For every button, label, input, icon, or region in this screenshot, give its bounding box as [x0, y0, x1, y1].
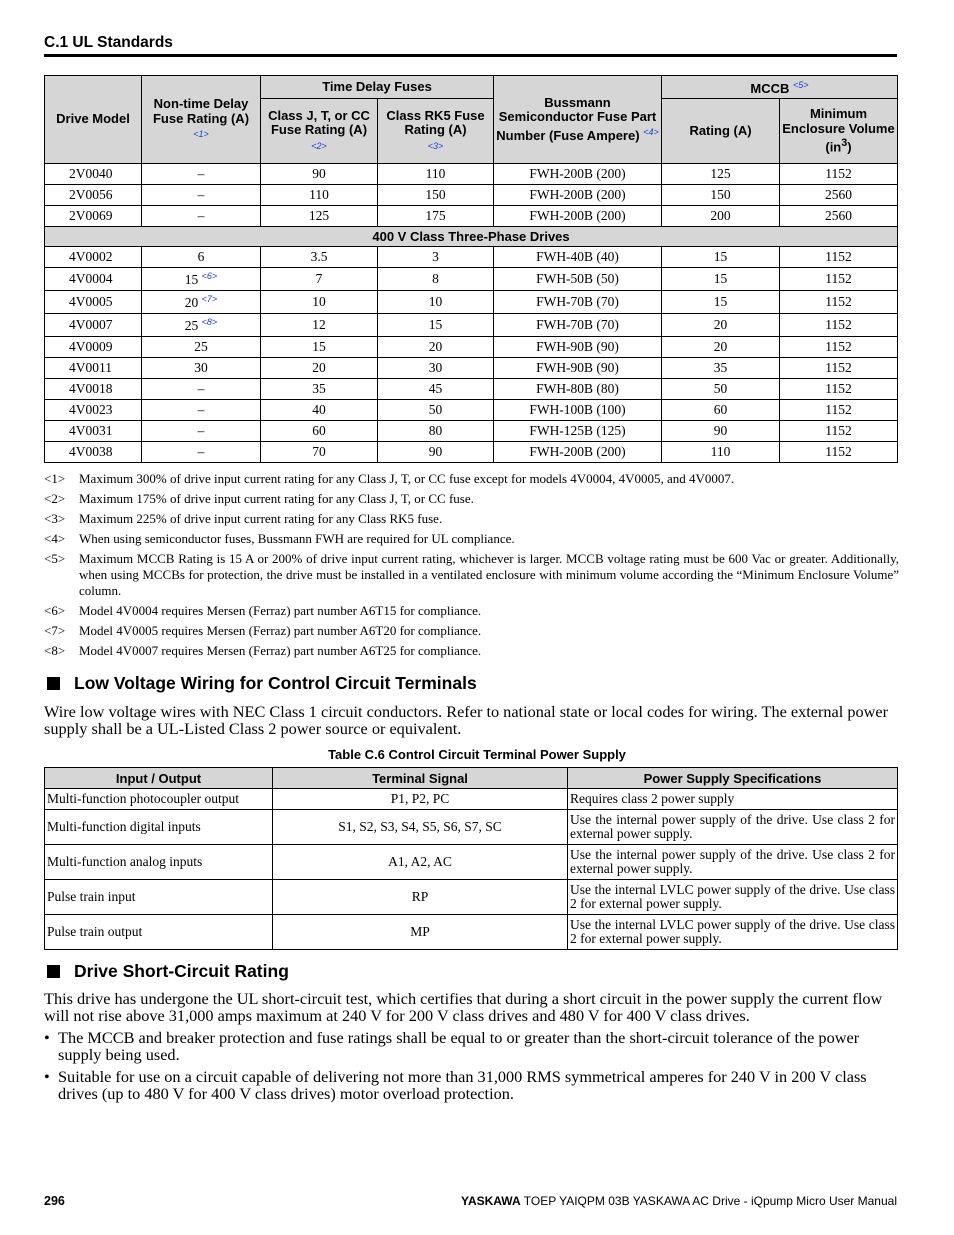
cell-non-time-delay: –: [142, 400, 261, 421]
cell-bussmann: FWH-125B (125): [494, 421, 662, 442]
cell-class-rk5: 20: [378, 337, 494, 358]
square-bullet-icon: [47, 677, 60, 690]
footnote-text: When using semiconductor fuses, Bussmann FWH are required for UL compliance.: [79, 531, 515, 546]
cell-mccb-rating: 50: [662, 379, 780, 400]
low-voltage-heading: Low Voltage Wiring for Control Circuit Terminals: [44, 673, 477, 694]
footnote-key: <1>: [44, 471, 66, 486]
cell-drive-model: 2V0069: [45, 206, 142, 227]
footnote-key: <4>: [44, 531, 66, 546]
cell-mccb-rating: 200: [662, 206, 780, 227]
footnote-key: <2>: [44, 491, 66, 506]
table-caption: Table C.6 Control Circuit Terminal Power Supply: [328, 747, 626, 762]
header-class-j: Class J, T, or CC Fuse Rating (A) <2>: [261, 99, 378, 164]
header-mccb-rating: Rating (A): [662, 99, 780, 164]
footnote-key: <5>: [44, 551, 66, 566]
cell-enclosure-volume: 2560: [780, 206, 898, 227]
page-number: 296: [44, 1194, 65, 1208]
cell-class-rk5: 90: [378, 442, 494, 463]
cell-power-supply-spec: Use the internal power supply of the drive. Use class 2 for external power supply.: [568, 845, 898, 880]
cell-mccb-rating: 60: [662, 400, 780, 421]
cell-bussmann: FWH-90B (90): [494, 358, 662, 379]
cell-class-rk5: 3: [378, 247, 494, 268]
footnote-item: [44, 623, 899, 639]
footnote-link[interactable]: <7>: [201, 293, 218, 304]
short-circuit-paragraph: This drive has undergone the UL short-circuit test, which certifies that during a short circuit in the power supply the current flow will not rise above 31,000 amps maximum at 240 V for 200 V class drives and 480 V for 400 V class drives.: [44, 989, 883, 1025]
cell-class-j: 70: [261, 442, 378, 463]
cell-class-rk5: 8: [378, 268, 494, 291]
cell-bussmann: FWH-200B (200): [494, 206, 662, 227]
cell-bussmann: FWH-40B (40): [494, 247, 662, 268]
cell-terminal-signal: S1, S2, S3, S4, S5, S6, S7, SC: [273, 810, 568, 845]
table-row: [45, 337, 898, 358]
cell-class-rk5: 50: [378, 400, 494, 421]
cell-non-time-delay: 25 $^{<8>}$: [142, 314, 261, 337]
table-row: [45, 206, 898, 227]
cell-input-output: Pulse train output: [45, 915, 273, 950]
cell-bussmann: FWH-50B (50): [494, 268, 662, 291]
cell-enclosure-volume: 1152: [780, 164, 898, 185]
table-row: [45, 358, 898, 379]
cell-non-time-delay: –: [142, 442, 261, 463]
header-terminal-signal: Terminal Signal: [273, 768, 568, 789]
cell-enclosure-volume: 1152: [780, 337, 898, 358]
header-drive-model: Drive Model: [45, 76, 142, 164]
cell-enclosure-volume: 1152: [780, 268, 898, 291]
footnote-text: Maximum 300% of drive input current rating for any Class J, T, or CC fuse except for models 4V0004, 4V0005, and 4V0007.: [79, 471, 735, 486]
footnote-key: <3>: [44, 511, 66, 526]
table-row: [45, 185, 898, 206]
cell-power-supply-spec: Requires class 2 power supply: [568, 789, 898, 810]
cell-class-rk5: 10: [378, 291, 494, 314]
footnote-item: [44, 603, 899, 619]
footnote-item: [44, 511, 899, 527]
cell-class-j: 40: [261, 400, 378, 421]
table-row: [45, 880, 898, 915]
footnote-link-4[interactable]: <4>: [643, 126, 659, 137]
footnote-item: [44, 491, 899, 507]
cell-mccb-rating: 15: [662, 247, 780, 268]
cell-drive-model: 4V0005: [45, 291, 142, 314]
cell-class-j: 3.5: [261, 247, 378, 268]
cell-class-rk5: 80: [378, 421, 494, 442]
cell-class-rk5: 150: [378, 185, 494, 206]
cell-bussmann: FWH-200B (200): [494, 164, 662, 185]
cell-class-j: 12: [261, 314, 378, 337]
table-row: [45, 442, 898, 463]
section-rule: [44, 54, 897, 57]
cell-class-j: 20: [261, 358, 378, 379]
bullet-item: • The MCCB and breaker protection and fuse ratings shall be equal to or greater than the short-circuit tolerance of the power supply being used.: [44, 1028, 860, 1064]
rows-400v: [45, 247, 898, 463]
rows-200v: [45, 164, 898, 227]
cell-enclosure-volume: 1152: [780, 379, 898, 400]
cell-class-rk5: 175: [378, 206, 494, 227]
bullet-item: • Suitable for use on a circuit capable of delivering not more than 31,000 RMS symmetrical amperes for 240 V in 200 V class drives (up to 480 V for 400 V class drives) motor overload protection.: [44, 1067, 867, 1103]
footer-doc-title: YASKAWA TOEP YAIQPM 03B YASKAWA AC Drive - iQpump Micro User Manual: [461, 1194, 897, 1208]
table-row: [45, 164, 898, 185]
footnote-item: [44, 471, 899, 487]
cell-drive-model: 4V0004: [45, 268, 142, 291]
header-mccb: MCCB $^{<5>}$: [662, 76, 898, 99]
footnotes: [44, 471, 899, 663]
footnote-link-1[interactable]: <1>: [193, 129, 209, 140]
cell-class-j: 110: [261, 185, 378, 206]
footnote-text: Maximum 175% of drive input current rating for any Class J, T, or CC fuse.: [79, 491, 474, 506]
header-power-supply-spec: Power Supply Specifications: [568, 768, 898, 789]
cell-enclosure-volume: 1152: [780, 442, 898, 463]
cell-enclosure-volume: 1152: [780, 247, 898, 268]
footnote-link-2[interactable]: <2>: [311, 140, 327, 151]
cell-class-j: 15: [261, 337, 378, 358]
cell-drive-model: 4V0011: [45, 358, 142, 379]
cell-drive-model: 4V0002: [45, 247, 142, 268]
cell-bussmann: FWH-200B (200): [494, 185, 662, 206]
cell-terminal-signal: A1, A2, AC: [273, 845, 568, 880]
footnote-key: <8>: [44, 643, 66, 658]
cell-class-j: 90: [261, 164, 378, 185]
cell-bussmann: FWH-90B (90): [494, 337, 662, 358]
cell-drive-model: 4V0018: [45, 379, 142, 400]
header-non-time-delay: Non-time Delay Fuse Rating (A) <1>: [142, 76, 261, 164]
cell-terminal-signal: MP: [273, 915, 568, 950]
cell-power-supply-spec: Use the internal LVLC power supply of the drive. Use class 2 for external power supply.: [568, 915, 898, 950]
cell-enclosure-volume: 1152: [780, 314, 898, 337]
cell-bussmann: FWH-80B (80): [494, 379, 662, 400]
footnote-key: <6>: [44, 603, 66, 618]
cell-class-rk5: 110: [378, 164, 494, 185]
table-row: [45, 268, 898, 291]
square-bullet-icon: [47, 965, 60, 978]
cell-bussmann: FWH-70B (70): [494, 314, 662, 337]
cell-class-j: 125: [261, 206, 378, 227]
footnote-link[interactable]: <8>: [201, 316, 218, 327]
cell-class-j: 10: [261, 291, 378, 314]
table-row: [45, 421, 898, 442]
cell-mccb-rating: 35: [662, 358, 780, 379]
cell-bussmann: FWH-200B (200): [494, 442, 662, 463]
cell-non-time-delay: –: [142, 185, 261, 206]
footnote-item: [44, 551, 899, 599]
cell-mccb-rating: 20: [662, 314, 780, 337]
cell-non-time-delay: 20 $^{<7>}$: [142, 291, 261, 314]
cell-drive-model: 4V0007: [45, 314, 142, 337]
table-row: [45, 247, 898, 268]
cell-drive-model: 4V0009: [45, 337, 142, 358]
cell-mccb-rating: 110: [662, 442, 780, 463]
cell-non-time-delay: 15 $^{<6>}$: [142, 268, 261, 291]
footnote-link-5[interactable]: <5>: [793, 79, 809, 90]
cell-input-output: Pulse train input: [45, 880, 273, 915]
footnote-link[interactable]: <6>: [201, 270, 218, 281]
cell-non-time-delay: 30: [142, 358, 261, 379]
table-row: [45, 915, 898, 950]
cell-mccb-rating: 15: [662, 291, 780, 314]
table-row: [45, 845, 898, 880]
subheader-400v-group: [45, 227, 898, 247]
table-row: [45, 810, 898, 845]
footnote-text: Maximum 225% of drive input current rating for any Class RK5 fuse.: [79, 511, 443, 526]
table-row: [45, 291, 898, 314]
header-input-output: Input / Output: [45, 768, 273, 789]
subheader-400v: 400 V Class Three-Phase Drives: [45, 227, 898, 247]
cell-terminal-signal: P1, P2, PC: [273, 789, 568, 810]
cell-drive-model: 2V0056: [45, 185, 142, 206]
cell-bussmann: FWH-70B (70): [494, 291, 662, 314]
cell-enclosure-volume: 1152: [780, 358, 898, 379]
cell-enclosure-volume: 2560: [780, 185, 898, 206]
cell-drive-model: 4V0038: [45, 442, 142, 463]
footnote-text: Model 4V0005 requires Mersen (Ferraz) part number A6T20 for compliance.: [79, 623, 482, 638]
table-row: [45, 789, 898, 810]
cell-non-time-delay: –: [142, 206, 261, 227]
cell-non-time-delay: 25: [142, 337, 261, 358]
cell-non-time-delay: –: [142, 164, 261, 185]
table-row: [45, 314, 898, 337]
cell-enclosure-volume: 1152: [780, 400, 898, 421]
cell-power-supply-spec: Use the internal power supply of the drive. Use class 2 for external power supply.: [568, 810, 898, 845]
cell-mccb-rating: 15: [662, 268, 780, 291]
cell-drive-model: 4V0023: [45, 400, 142, 421]
header-min-enclosure: Minimum Enclosure Volume $(in^3)$: [780, 99, 898, 164]
cell-input-output: Multi-function digital inputs: [45, 810, 273, 845]
cell-enclosure-volume: 1152: [780, 421, 898, 442]
cell-class-rk5: 45: [378, 379, 494, 400]
footnote-text: Model 4V0007 requires Mersen (Ferraz) part number A6T25 for compliance.: [79, 643, 482, 658]
cell-class-rk5: 15: [378, 314, 494, 337]
cell-input-output: Multi-function analog inputs: [45, 845, 273, 880]
cell-power-supply-spec: Use the internal LVLC power supply of the drive. Use class 2 for external power supply.: [568, 880, 898, 915]
cell-input-output: Multi-function photocoupler output: [45, 789, 273, 810]
cell-mccb-rating: 150: [662, 185, 780, 206]
cell-class-j: 7: [261, 268, 378, 291]
cell-enclosure-volume: 1152: [780, 291, 898, 314]
footnote-link-3[interactable]: <3>: [427, 140, 444, 151]
low-voltage-paragraph: Wire low voltage wires with NEC Class 1 circuit conductors. Refer to national state or local codes for wiring. The external power supply shall be a UL-Listed Class 2 power source or equivalent.: [44, 702, 889, 738]
cell-non-time-delay: –: [142, 379, 261, 400]
control-circuit-table: [44, 767, 898, 950]
cell-class-j: 60: [261, 421, 378, 442]
cell-terminal-signal: RP: [273, 880, 568, 915]
header-class-rk5: Class RK5 Fuse Rating (A) <3>: [378, 99, 494, 164]
cell-drive-model: 2V0040: [45, 164, 142, 185]
short-circuit-heading: Drive Short-Circuit Rating: [44, 961, 289, 982]
header-bussmann: Bussmann Semiconductor Fuse Part Number (Fuse Ampere) $^{<4>}$: [494, 76, 662, 164]
footnote-text: Model 4V0004 requires Mersen (Ferraz) part number A6T15 for compliance.: [79, 603, 482, 618]
cell-class-j: 35: [261, 379, 378, 400]
footnote-item: [44, 531, 899, 547]
cell-mccb-rating: 90: [662, 421, 780, 442]
cell-non-time-delay: 6: [142, 247, 261, 268]
cell-drive-model: 4V0031: [45, 421, 142, 442]
cell-class-rk5: 30: [378, 358, 494, 379]
table-row: [45, 400, 898, 421]
cell-mccb-rating: 125: [662, 164, 780, 185]
cell-mccb-rating: 20: [662, 337, 780, 358]
cell-non-time-delay: –: [142, 421, 261, 442]
header-time-delay-fuses: Time Delay Fuses: [261, 76, 494, 99]
section-title: C.1 UL Standards: [44, 34, 173, 51]
footnote-text: Maximum MCCB Rating is 15 A or 200% of drive input current rating, whichever is larger. MCCB voltage rating must be 600 Vac or greater. Additionally, when using MCCBs for protection, the drive must be installed in a ventilated enclosure with minimum volume according the “Minimum Enclosure Volume” column.: [79, 551, 899, 598]
footnote-item: [44, 643, 899, 659]
footnote-key: <7>: [44, 623, 66, 638]
table-row: [45, 379, 898, 400]
cell-bussmann: FWH-100B (100): [494, 400, 662, 421]
fuse-rating-table: [44, 75, 898, 463]
